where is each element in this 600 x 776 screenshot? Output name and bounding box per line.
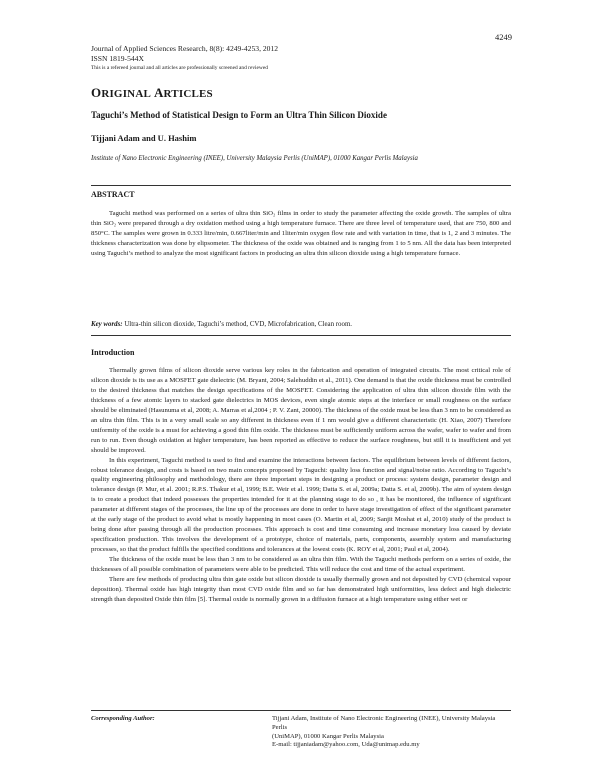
corresponding-author-line2: (UniMAP), 01000 Kangar Perlis Malaysia: [272, 732, 384, 740]
intro-paragraph-4: There are few methods of producing ultra thin gate oxide but silicon dioxide is usually thermally grown and not deposited by CVD (chemical vapour deposition). Thermal oxide has high integrity than most CVD oxide film and so far has demonstrated high uniformities, less defect and high dielectric strength than deposited Oxide thin film [5]. Thermal oxide is normally grown in a diffusion furnace at a high temperature using either wet or: [91, 576, 511, 603]
introduction-heading: Introduction: [91, 348, 135, 357]
intro-paragraph-3: The thickness of the oxide must be less than 3 nm to be considered as an ultra thin film. With the Taguchi methods perform on a series of oxide, the thicknesses of all possible combination of parameters were able to be predicted. This will reduce the cost and time of the actual experiment.: [91, 556, 511, 574]
journal-notice: This is a refereed journal and all articles are professionally screened and reviewed: [91, 65, 268, 72]
corresponding-author-email: E-mail: tijjaniadam@yahoo.com, Uda@unimap.edu.my: [272, 741, 420, 749]
author-affiliation: Institute of Nano Electronic Engineering (INEE), University Malaysia Perlis (UniMAP), 01000 Kangar Perlis Malaysia: [91, 155, 418, 162]
article-authors: Tijjani Adam and U. Hashim: [91, 133, 197, 143]
keywords-label: Key words:: [91, 321, 123, 328]
abstract-heading: ABSTRACT: [91, 190, 135, 199]
intro-paragraph-2: In this experiment, Taguchi method is used to find and examine the interactions between factors. The equilibrium between levels of different factors, robust tolerance design, and costs is based on two main concepts proposed by Taguchi: quality loss function and signal/noise ratio. According to Taguchi’s quality engineering philosophy and methodology, there are three important steps in designing a product or process: system design, parameter design and tolerance design (P. Mur, et al. 2001; R.P.S. Thakur et al, 1999; B.E. Weir et al. 1999; Datta S. et al, 2009a; Datta S. et al, 2009b). The aim of system design is to create a product that indeed possesses the properties intended for it at the planning stage to do so , it has be monitored, the influence of significant parameter at different stages of the processes, the line up of the processes are done in order to have stage investigation of effect of the significant parameter at the early stage of the product to avoid what is mostly happening in most cases (O. Martin et al, 2009; Sanjit Moshat et al, 2010) study of the product is being done after passing through all the production processes. This approach is cost and time consuming and increase monetary loss caused by deviate specification production. This involves the development of a prototype, choice of materials, parts, components, assembly system and manufacturing processes, so that the product fulfills the specified conditions and tolerances at the lowest costs (K. ROY et al, 2001; Paul et al, 2004).: [91, 456, 511, 554]
page-number: 4249: [495, 32, 512, 42]
divider-keywords: [91, 335, 511, 336]
keywords-line: [91, 321, 511, 328]
section-type-heading: ORIGINAL ARTICLES: [91, 85, 213, 100]
corresponding-author-line1: Tijjani Adam, Institute of Nano Electronic Engineering (INEE), University Malaysia Perlis: [272, 715, 496, 731]
intro-paragraph-1: Thermally grown films of silicon dioxide serve various key roles in the fabrication and operation of integrated circuits. The most critical role of silicon dioxide is its use as a MOSFET gate dielectric (M. Bryant, 2004; Salehuddin et al., 2011). One demand is that the oxide thickness must be controlled to the desired thickness that matches the design specifications of the MOSFET. Considering the application of ultra thin silicon dioxide film with the thickness of a few atomic layers to stacked gate dielectrics in MOS devices, even single atomic steps at the interface or small roughness on the surface should be eliminated (Hasunuma et al, 2008; A. Marras et al,2004 ; P. V. Zant, 20000). The thickness of the oxide must be less than 3 nm to be considered as an ultra thin film. This is in a very small scale so any different in thickness even if 1 nm would give a different characteristic (H. Xiao, 2007) Therefore uniformity of the oxide is a must for achieving a good thin film oxide. The thickness must be sufficiently uniform across the wafer, wafer to wafer and from run to run. Even though oxidation at higher temperature, has been reported as effective to reduce the surface roughness, but still it is insufficient and yet should be improved.: [91, 367, 511, 454]
journal-header: [91, 44, 511, 72]
abstract-body: [91, 209, 511, 259]
divider-top: [91, 185, 511, 186]
keywords-text: Ultra-thin silicon dioxide, Taguchi’s method, CVD, Microfabrication, Clean room.: [124, 321, 353, 328]
introduction-body: [91, 366, 511, 605]
corresponding-author-label: Corresponding Author:: [91, 715, 155, 722]
journal-citation: Journal of Applied Sciences Research, 8(8): 4249-4253, 2012: [91, 44, 279, 53]
abstract-text: Taguchi method was performed on a series of ultra thin SiO₂ films in order to study the parameter affecting the oxide growth. The samples of ultra thin SiO₂ were prepared through a dry oxidation method using a high temperature furnace. There are three level of temperature used, that are 750, 800 and 850°C. The samples were grown in 0.333 litre/min, 0.667liter/min and 1liter/min oxygen flow rate and with variation in time, that is 1, 2 and 3 minutes. The thickness characterization was done by elipsometer. The thickness of the oxide was obtained and is ranging from 1 to 5 nm. All the data has been interpreted using Taguchi’s method to analyze the most significant factors in producing an ultra thin silicon dioxide using a high temperature furnace.: [91, 210, 511, 257]
divider-footer: [91, 710, 511, 711]
journal-issn: ISSN 1819-544X: [91, 54, 144, 64]
corresponding-author-block: [91, 715, 511, 750]
article-title: Taguchi’s Method of Statistical Design to Form an Ultra Thin Silicon Dioxide: [91, 110, 387, 120]
